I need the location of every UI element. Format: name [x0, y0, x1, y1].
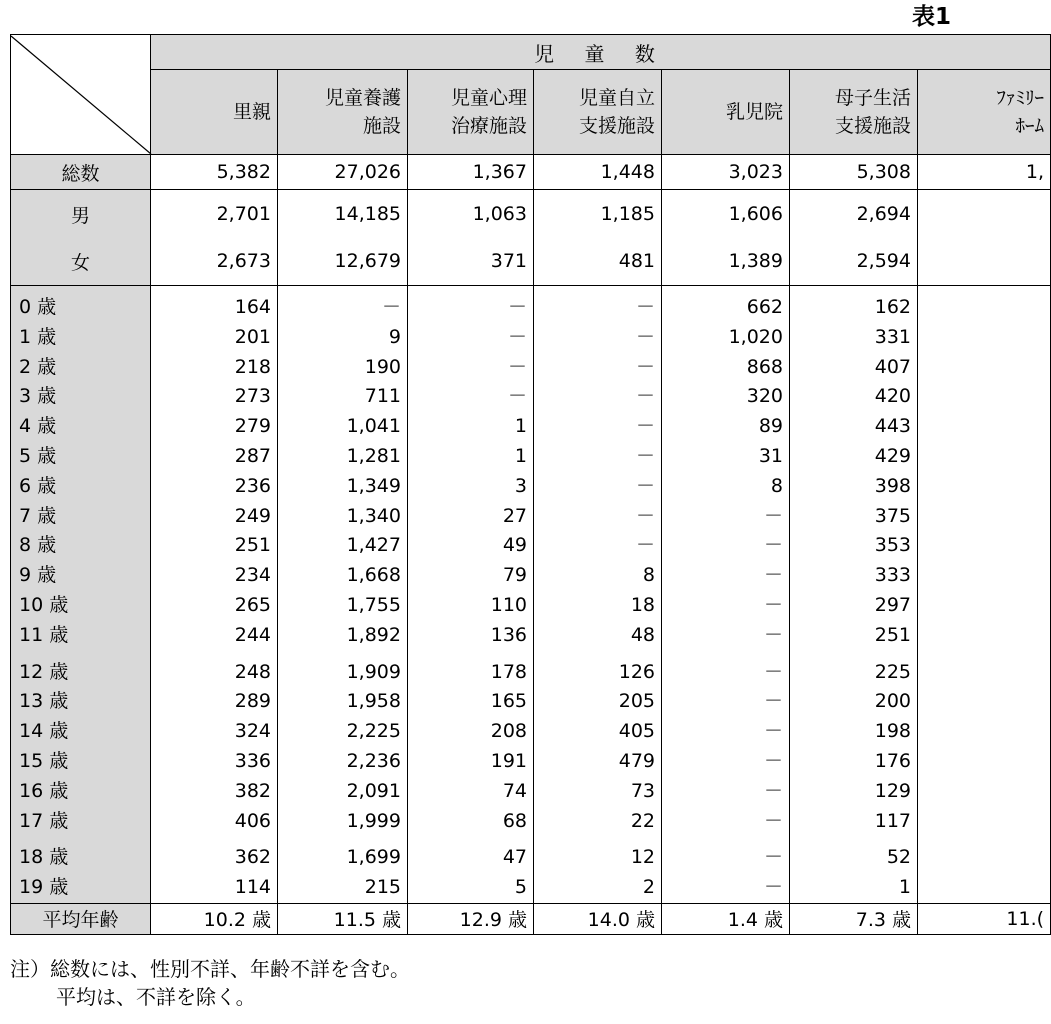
table-cell: 2,673: [151, 243, 278, 279]
spacer-row: [11, 190, 1051, 198]
row-label: 平均年齢: [11, 903, 151, 934]
footnote-2: 平均は、不詳を除く。: [56, 985, 256, 1009]
table-cell: 248: [151, 658, 278, 688]
table-cell: 1,: [918, 155, 1051, 190]
column-header-row: [11, 70, 1051, 155]
table-cell: 382: [151, 777, 278, 807]
table-cell: 1,063: [408, 197, 534, 231]
table-cell: 126: [534, 658, 662, 688]
table-cell: [918, 843, 1051, 873]
column-header: 児童自立 支援施設: [534, 70, 662, 155]
table-cell: [918, 777, 1051, 807]
table-cell: 398: [790, 472, 918, 502]
table-cell: [918, 472, 1051, 502]
row-label: 18 歳: [11, 843, 151, 873]
row-label: 7 歳: [11, 502, 151, 532]
table-row: [11, 412, 1051, 442]
table-cell: 27: [408, 502, 534, 532]
column-header: 児童心理 治療施設: [408, 70, 534, 155]
table-row: [11, 777, 1051, 807]
table-cell: 12.9 歳: [408, 903, 534, 934]
table-cell: 1,668: [278, 561, 408, 591]
table-cell: －: [534, 412, 662, 442]
table-cell: －: [662, 531, 790, 561]
table-cell: 251: [790, 621, 918, 651]
table-cell: 1,755: [278, 591, 408, 621]
table-cell: [918, 382, 1051, 412]
table-cell: 320: [662, 382, 790, 412]
row-label: 17 歳: [11, 807, 151, 837]
row-label: 13 歳: [11, 687, 151, 717]
diagonal-line-icon: [11, 36, 151, 154]
table-row: [11, 472, 1051, 502]
spacer-row: [11, 651, 1051, 658]
table-cell: 8: [662, 472, 790, 502]
table-cell: 176: [790, 747, 918, 777]
table-row: [11, 323, 1051, 353]
table-cell: [918, 561, 1051, 591]
table-cell: 2,225: [278, 717, 408, 747]
table-cell: [918, 502, 1051, 532]
row-label: 19 歳: [11, 873, 151, 903]
table-cell: 662: [662, 293, 790, 323]
table-cell: －: [662, 843, 790, 873]
table-cell: －: [534, 502, 662, 532]
row-label: 総数: [11, 155, 151, 190]
table-cell: [918, 353, 1051, 383]
table-cell: 1: [408, 412, 534, 442]
table-row: [11, 531, 1051, 561]
table-cell: 208: [408, 717, 534, 747]
table-cell: 324: [151, 717, 278, 747]
table-cell: 405: [534, 717, 662, 747]
row-label: 0 歳: [11, 293, 151, 323]
table-cell: 9: [278, 323, 408, 353]
table-row: [11, 155, 1051, 190]
row-label: 男: [11, 197, 151, 231]
table-cell: 2,594: [790, 243, 918, 279]
children-count-table: [10, 34, 1051, 935]
table-row: [11, 293, 1051, 323]
table-cell: 1,185: [534, 197, 662, 231]
table-cell: 18: [534, 591, 662, 621]
spacer-row: [11, 231, 1051, 243]
spacer-row: [11, 836, 1051, 843]
table-cell: 7.3 歳: [790, 903, 918, 934]
table-cell: 164: [151, 293, 278, 323]
table-cell: －: [662, 621, 790, 651]
table-row: [11, 873, 1051, 903]
table-cell: 73: [534, 777, 662, 807]
table-cell: －: [662, 807, 790, 837]
table-cell: 205: [534, 687, 662, 717]
table-cell: 406: [151, 807, 278, 837]
table-cell: 117: [790, 807, 918, 837]
table-cell: 1: [408, 442, 534, 472]
row-label: 16 歳: [11, 777, 151, 807]
table-cell: 1,020: [662, 323, 790, 353]
table-cell: 289: [151, 687, 278, 717]
table-cell: 52: [790, 843, 918, 873]
table-cell: 2,091: [278, 777, 408, 807]
footnote-1: 注）総数には、性別不詳、年齢不詳を含む。: [10, 957, 410, 981]
corner-cell: [11, 35, 151, 155]
table-cell: 1,892: [278, 621, 408, 651]
table-cell: 12: [534, 843, 662, 873]
table-cell: 198: [790, 717, 918, 747]
table-cell: 353: [790, 531, 918, 561]
table-cell: 711: [278, 382, 408, 412]
column-header: 乳児院: [662, 70, 790, 155]
table-cell: 10.2 歳: [151, 903, 278, 934]
table-cell: －: [408, 382, 534, 412]
table-row: [11, 382, 1051, 412]
table-cell: 333: [790, 561, 918, 591]
table-cell: 1,999: [278, 807, 408, 837]
table-cell: 79: [408, 561, 534, 591]
table-cell: 14,185: [278, 197, 408, 231]
table-cell: 479: [534, 747, 662, 777]
table-cell: [918, 807, 1051, 837]
table-row: [11, 561, 1051, 591]
row-label: 6 歳: [11, 472, 151, 502]
row-label: 8 歳: [11, 531, 151, 561]
table-cell: 11.(: [918, 903, 1051, 934]
table-row: [11, 442, 1051, 472]
table-cell: －: [408, 323, 534, 353]
table-cell: －: [534, 353, 662, 383]
table-cell: －: [534, 531, 662, 561]
table-cell: －: [662, 502, 790, 532]
table-cell: 190: [278, 353, 408, 383]
table-cell: 1,041: [278, 412, 408, 442]
table-cell: 110: [408, 591, 534, 621]
table-cell: 215: [278, 873, 408, 903]
table-cell: －: [534, 442, 662, 472]
table-row: [11, 658, 1051, 688]
table-cell: 225: [790, 658, 918, 688]
table-cell: 868: [662, 353, 790, 383]
table-cell: －: [534, 382, 662, 412]
table-cell: [918, 621, 1051, 651]
table-cell: 11.5 歳: [278, 903, 408, 934]
row-label: 3 歳: [11, 382, 151, 412]
table-cell: 1,958: [278, 687, 408, 717]
table-cell: 1,448: [534, 155, 662, 190]
table-cell: 191: [408, 747, 534, 777]
table-cell: －: [662, 687, 790, 717]
table-cell: 31: [662, 442, 790, 472]
table-cell: [918, 412, 1051, 442]
table-cell: －: [662, 561, 790, 591]
table-cell: 297: [790, 591, 918, 621]
table-row: [11, 903, 1051, 934]
table-cell: 362: [151, 843, 278, 873]
table-cell: 27,026: [278, 155, 408, 190]
table-cell: －: [662, 591, 790, 621]
group-header: 児 童 数: [151, 35, 1051, 70]
table-cell: －: [534, 472, 662, 502]
row-label: 1 歳: [11, 323, 151, 353]
table-cell: 236: [151, 472, 278, 502]
table-cell: －: [278, 293, 408, 323]
table-cell: 178: [408, 658, 534, 688]
table-cell: 5: [408, 873, 534, 903]
table-cell: [918, 442, 1051, 472]
table-cell: 3,023: [662, 155, 790, 190]
table-cell: 22: [534, 807, 662, 837]
table-row: [11, 843, 1051, 873]
spacer-row: [11, 286, 1051, 294]
table-cell: [918, 687, 1051, 717]
table-row: [11, 717, 1051, 747]
table-cell: 481: [534, 243, 662, 279]
row-label: 2 歳: [11, 353, 151, 383]
table-cell: 2,701: [151, 197, 278, 231]
table-row: [11, 591, 1051, 621]
table-cell: 8: [534, 561, 662, 591]
table-cell: 420: [790, 382, 918, 412]
column-header: ﾌｧﾐﾘｰ ﾎｰﾑ: [918, 70, 1051, 155]
table-cell: 165: [408, 687, 534, 717]
table-cell: 331: [790, 323, 918, 353]
table-cell: 14.0 歳: [534, 903, 662, 934]
table-cell: 443: [790, 412, 918, 442]
table-cell: 1: [790, 873, 918, 903]
row-label: 9 歳: [11, 561, 151, 591]
table-row: [11, 747, 1051, 777]
table-cell: 371: [408, 243, 534, 279]
table-cell: [918, 531, 1051, 561]
table-cell: －: [662, 747, 790, 777]
table-cell: 265: [151, 591, 278, 621]
table-cell: 234: [151, 561, 278, 591]
table-cell: 2: [534, 873, 662, 903]
row-label: 15 歳: [11, 747, 151, 777]
table-cell: 429: [790, 442, 918, 472]
table-cell: 336: [151, 747, 278, 777]
table-cell: 1.4 歳: [662, 903, 790, 934]
table-cell: [918, 243, 1051, 279]
group-header-row: [11, 35, 1051, 70]
table-cell: 1,349: [278, 472, 408, 502]
table-cell: 49: [408, 531, 534, 561]
table-row: [11, 621, 1051, 651]
table-row: [11, 687, 1051, 717]
row-label: 10 歳: [11, 591, 151, 621]
table-cell: 1,427: [278, 531, 408, 561]
table-cell: －: [534, 293, 662, 323]
table-cell: 1,389: [662, 243, 790, 279]
row-label: 14 歳: [11, 717, 151, 747]
table-cell: －: [662, 873, 790, 903]
table-cell: 68: [408, 807, 534, 837]
table-cell: [918, 293, 1051, 323]
table-cell: －: [408, 293, 534, 323]
table-cell: [918, 717, 1051, 747]
table-cell: [918, 591, 1051, 621]
table-cell: 136: [408, 621, 534, 651]
column-header: 母子生活 支援施設: [790, 70, 918, 155]
table-cell: 1,699: [278, 843, 408, 873]
table-cell: 12,679: [278, 243, 408, 279]
table-row: [11, 502, 1051, 532]
table-cell: 129: [790, 777, 918, 807]
table-cell: 279: [151, 412, 278, 442]
table-cell: 2,236: [278, 747, 408, 777]
table-cell: 375: [790, 502, 918, 532]
table-cell: －: [408, 353, 534, 383]
table-cell: －: [662, 717, 790, 747]
table-cell: [918, 197, 1051, 231]
row-label: 5 歳: [11, 442, 151, 472]
table-cell: 1,909: [278, 658, 408, 688]
table-cell: [918, 323, 1051, 353]
table-row: [11, 807, 1051, 837]
table-cell: [918, 658, 1051, 688]
row-label: 4 歳: [11, 412, 151, 442]
table-cell: 407: [790, 353, 918, 383]
row-label: 女: [11, 243, 151, 279]
table-cell: －: [662, 658, 790, 688]
table-cell: 47: [408, 843, 534, 873]
table-cell: －: [534, 323, 662, 353]
statistics-table-container: [10, 34, 1045, 948]
table-cell: 244: [151, 621, 278, 651]
table-cell: 5,382: [151, 155, 278, 190]
table-cell: 201: [151, 323, 278, 353]
table-cell: 249: [151, 502, 278, 532]
table-cell: 114: [151, 873, 278, 903]
table-cell: 1,367: [408, 155, 534, 190]
table-cell: 1,340: [278, 502, 408, 532]
table-cell: 162: [790, 293, 918, 323]
table-cell: 287: [151, 442, 278, 472]
table-row: [11, 243, 1051, 279]
table-cell: 273: [151, 382, 278, 412]
table-row: [11, 353, 1051, 383]
table-cell: 89: [662, 412, 790, 442]
table-cell: 48: [534, 621, 662, 651]
table-cell: 2,694: [790, 197, 918, 231]
table-cell: [918, 747, 1051, 777]
row-label: 12 歳: [11, 658, 151, 688]
table-title: 表1: [912, 4, 952, 30]
table-cell: 1,606: [662, 197, 790, 231]
row-label: 11 歳: [11, 621, 151, 651]
table-cell: 251: [151, 531, 278, 561]
table-cell: 218: [151, 353, 278, 383]
table-cell: 5,308: [790, 155, 918, 190]
column-header: 里親: [151, 70, 278, 155]
table-cell: 1,281: [278, 442, 408, 472]
column-header: 児童養護 施設: [278, 70, 408, 155]
table-row: [11, 197, 1051, 231]
table-cell: －: [662, 777, 790, 807]
table-cell: 74: [408, 777, 534, 807]
table-cell: [918, 873, 1051, 903]
table-cell: 3: [408, 472, 534, 502]
table-cell: 200: [790, 687, 918, 717]
